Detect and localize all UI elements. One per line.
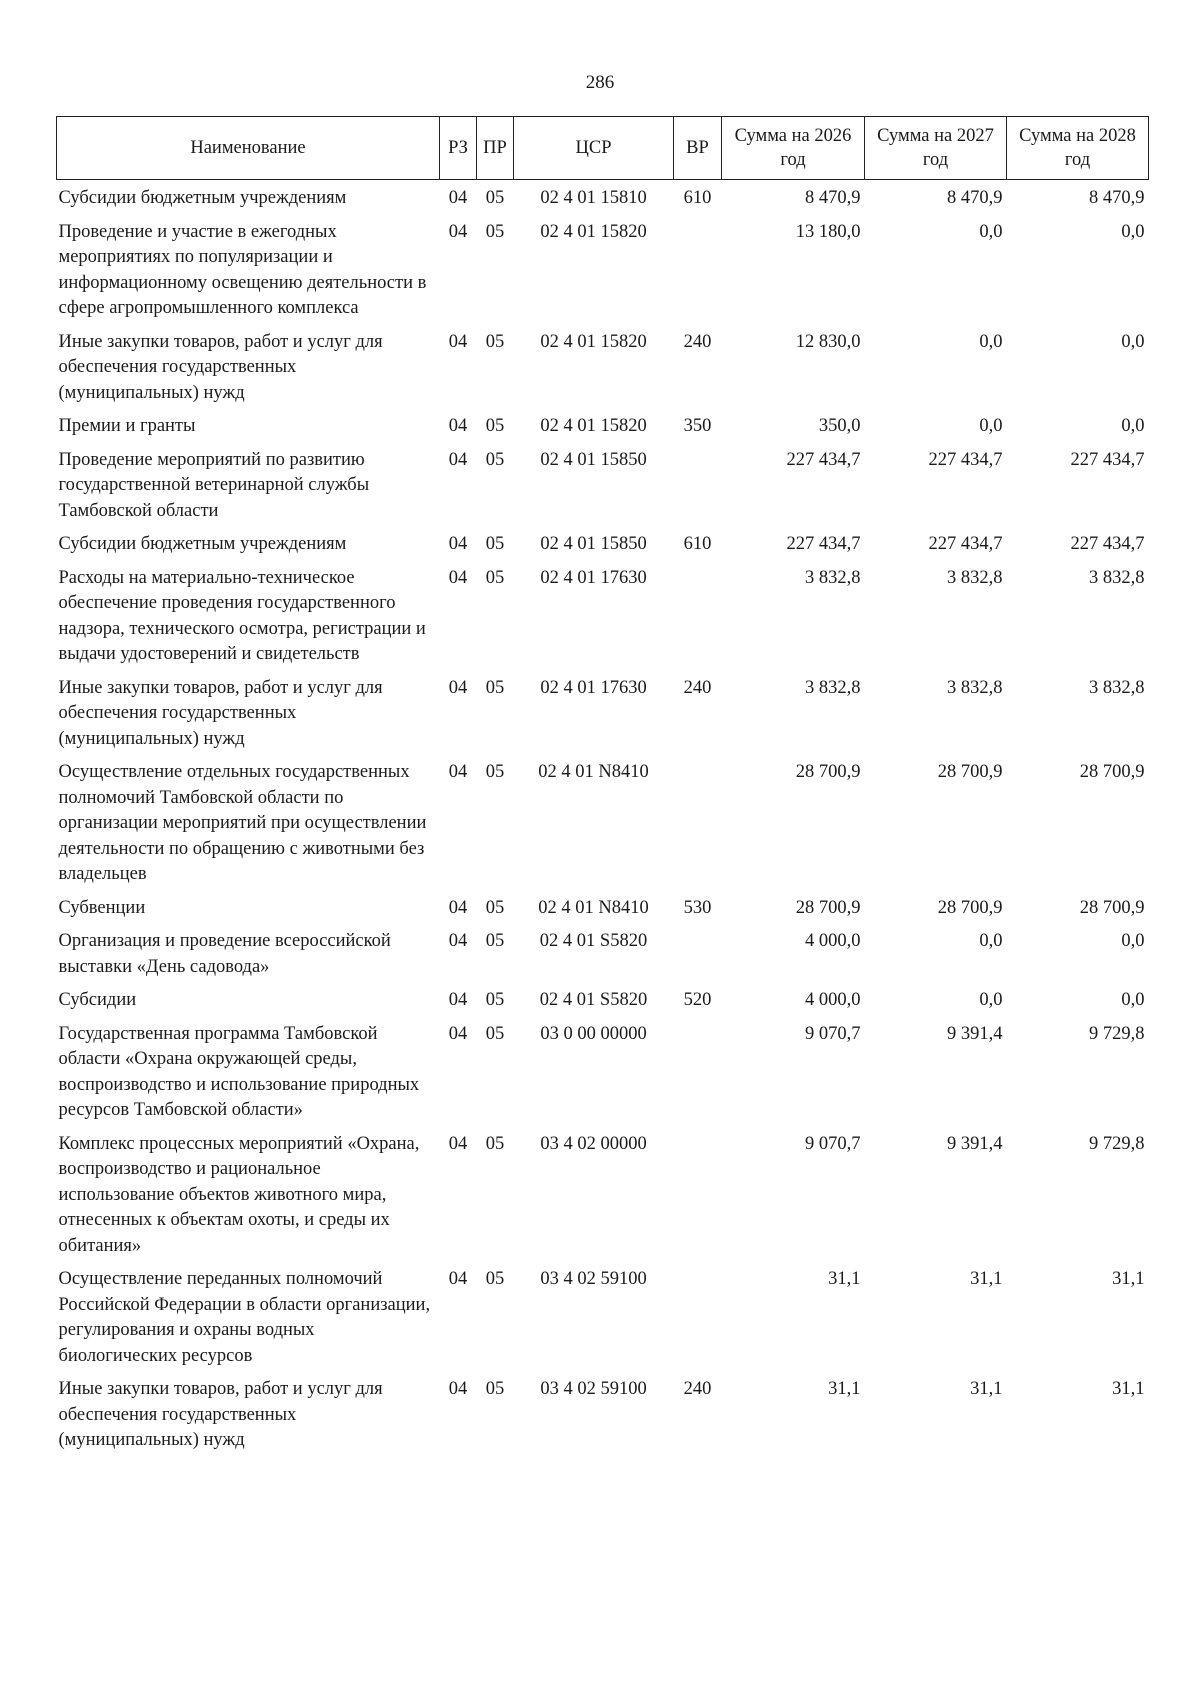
cell-rz: 04 xyxy=(448,990,468,1010)
cell-name: Иные закупки товаров, работ и услуг для обеспечения государственных (муниципальных) нужд xyxy=(58,677,383,749)
cell-sum-2028: 9 729,8 xyxy=(1089,1133,1145,1154)
cell-csr: 03 4 02 00000 xyxy=(540,1133,647,1154)
cell-sum-2026: 28 700,9 xyxy=(795,762,861,782)
cell-sum-2027: 0,0 xyxy=(979,931,1003,951)
header-name: Наименование xyxy=(57,117,440,180)
cell-rz: 04 xyxy=(448,931,468,951)
cell-name: Комплекс процессных мероприятий «Охрана, воспроизводство и рациональное использование объектов животного мира, отнесенных к объектам охоты, и среды их обитания» xyxy=(58,1133,420,1256)
cell-vr: 240 xyxy=(683,331,712,352)
table-row xyxy=(57,893,1149,927)
cell-csr: 02 4 01 N8410 xyxy=(538,762,649,782)
cell-sum-2026: 9 070,7 xyxy=(805,1133,861,1154)
cell-sum-2026: 31,1 xyxy=(828,1379,861,1399)
cell-pr: 05 xyxy=(485,990,505,1010)
cell-sum-2027: 0,0 xyxy=(979,221,1003,242)
cell-sum-2027: 3 832,8 xyxy=(947,677,1003,698)
cell-pr: 05 xyxy=(485,188,505,208)
cell-rz: 04 xyxy=(448,897,468,918)
cell-rz: 04 xyxy=(448,677,468,698)
cell-sum-2028: 8 470,9 xyxy=(1089,188,1145,208)
cell-sum-2028: 31,1 xyxy=(1112,1269,1145,1289)
cell-sum-2026: 3 832,8 xyxy=(805,567,861,588)
cell-sum-2027: 0,0 xyxy=(979,990,1003,1010)
cell-sum-2028: 227 434,7 xyxy=(1070,449,1145,470)
cell-name: Проведение мероприятий по развитию государственной ветеринарной службы Тамбовской области xyxy=(58,449,370,521)
cell-csr: 02 4 01 15820 xyxy=(540,331,647,352)
cell-sum-2027: 9 391,4 xyxy=(947,1133,1003,1154)
cell-rz: 04 xyxy=(448,567,468,588)
header-vr: ВР xyxy=(674,117,722,180)
cell-rz: 04 xyxy=(448,1379,468,1399)
cell-pr: 05 xyxy=(485,567,505,588)
cell-pr: 05 xyxy=(485,1023,505,1044)
cell-sum-2027: 8 470,9 xyxy=(947,188,1003,208)
cell-pr: 05 xyxy=(485,931,505,951)
cell-vr: 530 xyxy=(683,897,712,918)
cell-pr: 05 xyxy=(485,897,505,918)
table-row xyxy=(57,445,1149,530)
page-number: 286 xyxy=(585,72,615,93)
cell-sum-2027: 0,0 xyxy=(979,416,1003,436)
header-pr: ПР xyxy=(477,117,514,180)
header-sum-2028: Сумма на 2028 год xyxy=(1007,117,1149,180)
cell-vr xyxy=(674,563,722,673)
cell-pr: 05 xyxy=(485,449,505,470)
cell-vr: 610 xyxy=(683,534,712,554)
table-row xyxy=(57,1374,1149,1459)
cell-sum-2028: 0,0 xyxy=(1121,416,1145,436)
cell-name: Иные закупки товаров, работ и услуг для обеспечения государственных (муниципальных) нужд xyxy=(58,331,383,403)
table-row xyxy=(57,673,1149,758)
table-row xyxy=(57,926,1149,985)
cell-pr: 05 xyxy=(485,677,505,698)
cell-sum-2026: 4 000,0 xyxy=(805,990,861,1010)
cell-name: Расходы на материально-техническое обеспечение проведения государственного надзора, технического осмотра, регистрации и выдачи удостоверений и свидетельств xyxy=(58,567,426,664)
cell-csr: 03 4 02 59100 xyxy=(540,1379,647,1399)
cell-sum-2026: 31,1 xyxy=(828,1269,861,1289)
cell-csr: 03 4 02 59100 xyxy=(540,1269,647,1289)
budget-table xyxy=(56,116,1149,1459)
cell-sum-2027: 227 434,7 xyxy=(928,449,1003,470)
cell-name: Иные закупки товаров, работ и услуг для обеспечения государственных (муниципальных) нужд xyxy=(58,1379,383,1450)
cell-csr: 02 4 01 S5820 xyxy=(539,931,648,951)
table-row xyxy=(57,411,1149,445)
cell-name: Субсидии бюджетным учреждениям xyxy=(58,534,347,554)
cell-csr: 02 4 01 15810 xyxy=(540,188,647,208)
cell-sum-2028: 28 700,9 xyxy=(1079,897,1145,918)
cell-sum-2026: 350,0 xyxy=(818,416,861,436)
cell-csr: 02 4 01 15850 xyxy=(540,449,647,470)
cell-sum-2026: 3 832,8 xyxy=(805,677,861,698)
cell-sum-2028: 0,0 xyxy=(1121,221,1145,242)
cell-vr xyxy=(674,1019,722,1129)
cell-csr: 03 0 00 00000 xyxy=(540,1023,647,1044)
table-row xyxy=(57,1019,1149,1129)
cell-pr: 05 xyxy=(485,1269,505,1289)
cell-name: Государственная программа Тамбовской области «Охрана окружающей среды, воспроизводство и использование природных ресурсов Тамбовской области» xyxy=(58,1023,420,1120)
cell-csr: 02 4 01 15850 xyxy=(540,534,647,554)
table-row xyxy=(57,563,1149,673)
cell-vr: 610 xyxy=(683,188,712,208)
cell-sum-2026: 227 434,7 xyxy=(786,534,861,554)
cell-sum-2028: 0,0 xyxy=(1121,990,1145,1010)
cell-name: Проведение и участие в ежегодных мероприятиях по популяризации и информационному освещению деятельности в сфере агропромышленного комплекса xyxy=(58,221,427,318)
cell-sum-2028: 3 832,8 xyxy=(1089,567,1145,588)
cell-vr xyxy=(674,217,722,327)
table-row xyxy=(57,985,1149,1019)
cell-name: Субсидии бюджетным учреждениям xyxy=(58,188,347,208)
cell-vr xyxy=(674,757,722,893)
cell-rz: 04 xyxy=(448,1023,468,1044)
cell-vr xyxy=(674,1264,722,1374)
cell-sum-2026: 9 070,7 xyxy=(805,1023,861,1044)
table-row xyxy=(57,1264,1149,1374)
cell-name: Субсидии xyxy=(58,990,137,1010)
cell-name: Осуществление переданных полномочий Российской Федерации в области организации, регулирования и охраны водных биологических ресурсов xyxy=(58,1269,431,1366)
cell-pr: 05 xyxy=(485,221,505,242)
cell-sum-2028: 28 700,9 xyxy=(1079,762,1145,782)
cell-rz: 04 xyxy=(448,188,468,208)
cell-sum-2027: 0,0 xyxy=(979,331,1003,352)
cell-sum-2027: 31,1 xyxy=(970,1269,1003,1289)
cell-vr: 240 xyxy=(683,677,712,698)
cell-rz: 04 xyxy=(448,1133,468,1154)
table-row xyxy=(57,327,1149,412)
cell-sum-2026: 4 000,0 xyxy=(805,931,861,951)
cell-csr: 02 4 01 N8410 xyxy=(538,897,649,918)
cell-sum-2028: 0,0 xyxy=(1121,331,1145,352)
cell-name: Субвенции xyxy=(58,897,146,918)
header-csr: ЦСР xyxy=(514,117,674,180)
cell-rz: 04 xyxy=(448,1269,468,1289)
table-body xyxy=(57,180,1149,1459)
cell-rz: 04 xyxy=(448,221,468,242)
cell-sum-2026: 12 830,0 xyxy=(795,331,861,352)
header-rz: РЗ xyxy=(440,117,477,180)
cell-sum-2027: 28 700,9 xyxy=(937,897,1003,918)
table-header xyxy=(57,117,1149,180)
cell-sum-2027: 227 434,7 xyxy=(928,534,1003,554)
cell-pr: 05 xyxy=(485,534,505,554)
cell-sum-2028: 227 434,7 xyxy=(1070,534,1145,554)
cell-pr: 05 xyxy=(485,1133,505,1154)
cell-sum-2027: 9 391,4 xyxy=(947,1023,1003,1044)
header-sum-2027: Сумма на 2027 год xyxy=(865,117,1007,180)
table-row xyxy=(57,529,1149,563)
cell-name: Премии и гранты xyxy=(58,416,196,436)
table-row xyxy=(57,180,1149,217)
cell-csr: 02 4 01 S5820 xyxy=(539,990,648,1010)
cell-sum-2027: 28 700,9 xyxy=(937,762,1003,782)
cell-csr: 02 4 01 17630 xyxy=(540,567,647,588)
cell-sum-2027: 3 832,8 xyxy=(947,567,1003,588)
cell-rz: 04 xyxy=(448,416,468,436)
cell-vr: 240 xyxy=(683,1379,712,1399)
cell-sum-2028: 9 729,8 xyxy=(1089,1023,1145,1044)
cell-sum-2026: 13 180,0 xyxy=(795,221,861,242)
cell-csr: 02 4 01 17630 xyxy=(540,677,647,698)
cell-sum-2028: 3 832,8 xyxy=(1089,677,1145,698)
cell-vr: 350 xyxy=(683,416,712,436)
header-sum-2026: Сумма на 2026 год xyxy=(722,117,865,180)
cell-sum-2026: 8 470,9 xyxy=(805,188,861,208)
cell-pr: 05 xyxy=(485,331,505,352)
cell-rz: 04 xyxy=(448,534,468,554)
cell-name: Организация и проведение всероссийской выставки «День садовода» xyxy=(58,931,391,977)
table-row xyxy=(57,757,1149,893)
cell-pr: 05 xyxy=(485,1379,505,1399)
cell-pr: 05 xyxy=(485,416,505,436)
cell-vr xyxy=(674,1129,722,1265)
cell-name: Осуществление отдельных государственных полномочий Тамбовской области по организации мероприятий при осуществлении деятельности по обращению с животными без владельцев xyxy=(58,762,427,884)
cell-sum-2026: 227 434,7 xyxy=(786,449,861,470)
cell-rz: 04 xyxy=(448,762,468,782)
table-row xyxy=(57,217,1149,327)
cell-rz: 04 xyxy=(448,449,468,470)
cell-sum-2028: 31,1 xyxy=(1112,1379,1145,1399)
cell-vr: 520 xyxy=(683,990,712,1010)
cell-sum-2027: 31,1 xyxy=(970,1379,1003,1399)
cell-sum-2028: 0,0 xyxy=(1121,931,1145,951)
table-row xyxy=(57,1129,1149,1265)
cell-csr: 02 4 01 15820 xyxy=(540,221,647,242)
cell-vr xyxy=(674,926,722,985)
cell-rz: 04 xyxy=(448,331,468,352)
cell-vr xyxy=(674,445,722,530)
cell-sum-2026: 28 700,9 xyxy=(795,897,861,918)
cell-csr: 02 4 01 15820 xyxy=(540,416,647,436)
cell-pr: 05 xyxy=(485,762,505,782)
